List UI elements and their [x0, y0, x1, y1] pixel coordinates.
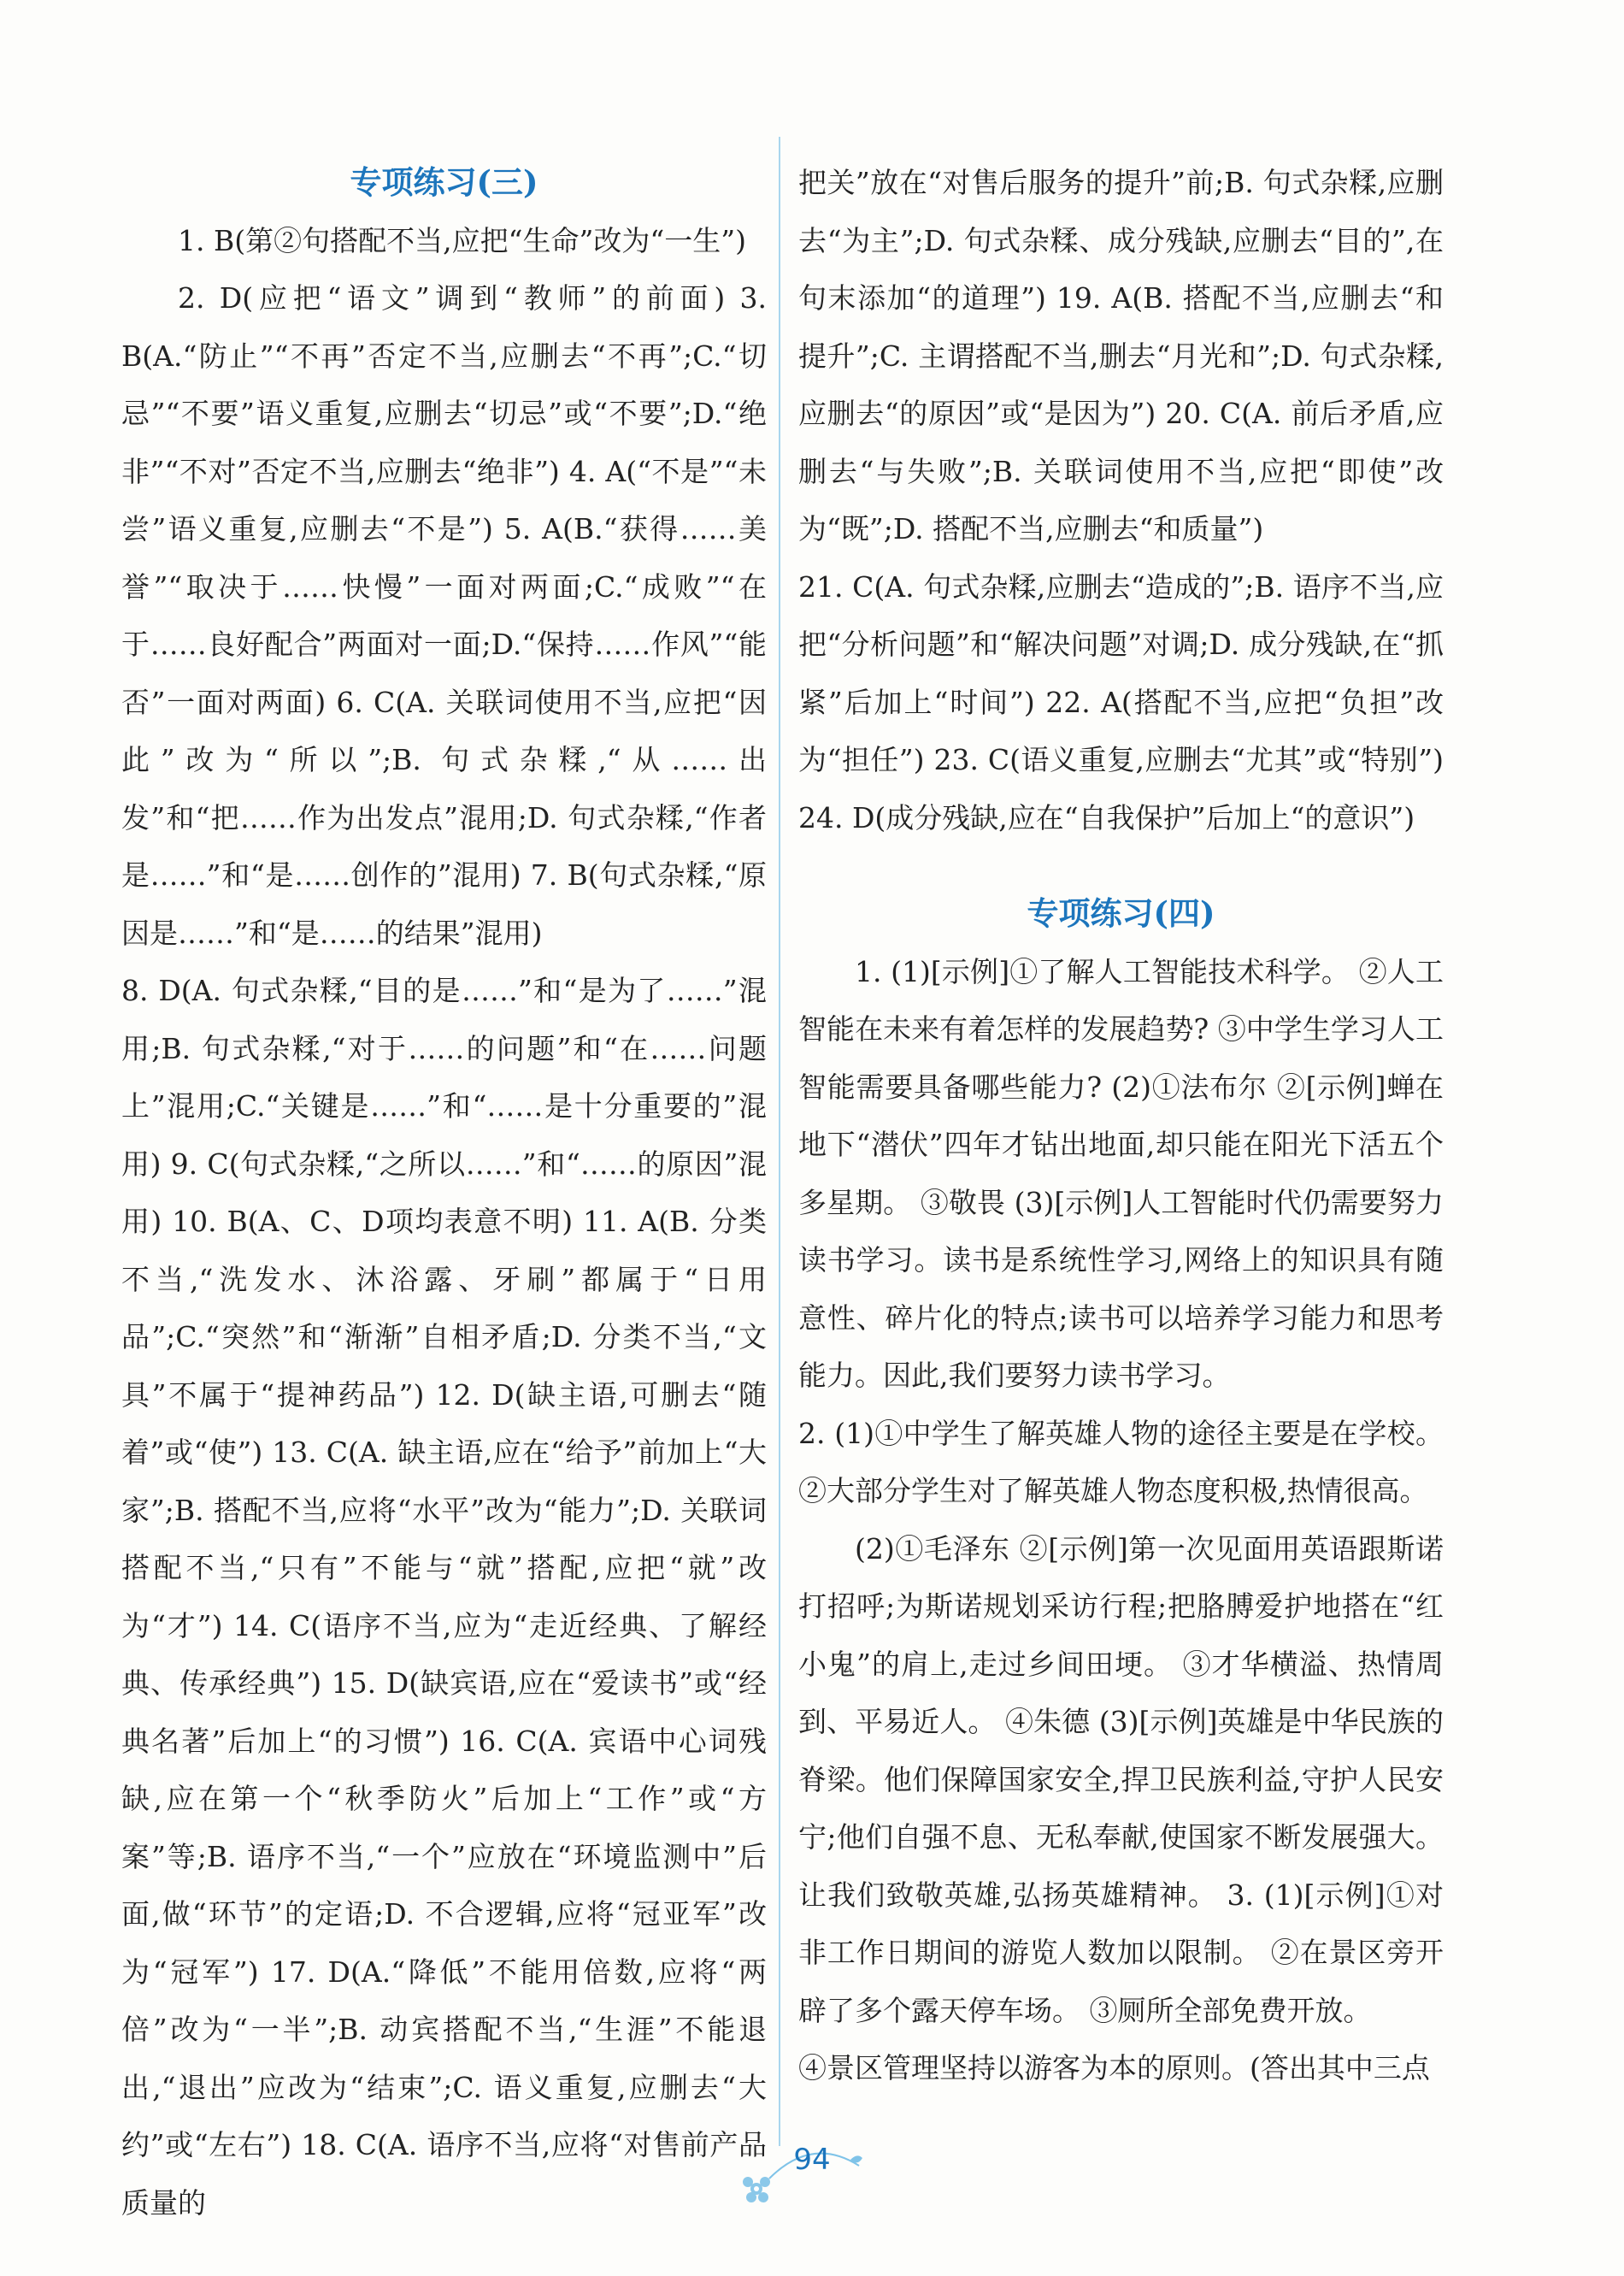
section-3-heading: 专项练习(三)	[350, 163, 538, 201]
answer-paragraph: 1. B(第②句搭配不当,应把“生命”改为“一生”)	[178, 223, 746, 257]
answer-paragraph: ④景区管理坚持以游客为本的原则。(答出其中三点	[798, 2051, 1430, 2084]
answer-paragraph: 1. (1)[示例]①了解人工智能技术科学。 ②人工智能在未来有着怎样的发展趋势? ③中学生学习人工智能需要具备哪些能力? (2)①法布尔 ②[示例]蝉在地下“潜伏”四年才钻出地面,却只能在阳光下活五个多星期。 ③敬畏 (3)[示例]人工智能时代仍需要努力读书学习。读书是系统性学习,网络上的知识具有随意性、碎片化的特点;读书可以培养学习能力和思考能力。因此,我们要努力读书学习。	[798, 954, 1444, 1392]
section-4-heading: 专项练习(四)	[1027, 894, 1215, 932]
left-column	[121, 154, 767, 2232]
answer-paragraph: 2. (1)①中学生了解英雄人物的途径主要是在学校。 ②大部分学生对了解英雄人物态度积极,热情很高。	[798, 1416, 1444, 1507]
answer-paragraph: 把关”放在“对售后服务的提升”前;B. 句式杂糅,应删去“为主”;D. 句式杂糅、成分残缺,应删去“目的”,在句末添加“的道理”) 19. A(B. 搭配不当,应删去“和提升”;C. 主谓搭配不当,删去“月光和”;D. 句式杂糅,应删去“的原因”或“是因为”) 20. C(A. 前后矛盾,应删去“与失败”;B. 关联词使用不当,应把“即使”改为“既”;D. 搭配不当,应删去“和质量”)	[798, 166, 1444, 545]
page-footer	[722, 2127, 902, 2213]
answer-paragraph: 21. C(A. 句式杂糅,应删去“造成的”;B. 语序不当,应把“分析问题”和“解决问题”对调;D. 成分残缺,在“抓紧”后加上“时间”) 22. A(搭配不当,应把“负担”改为“担任”) 23. C(语义重复,应删去“尤其”或“特别”) 24. D(成分残缺,应在“自我保护”后加上“的意识”)	[798, 569, 1445, 834]
answer-paragraph: 2. D(应把“语文”调到“教师”的前面) 3. B(A.“防止”“不再”否定不当,应删去“不再”;C.“切忌”“不要”语义重复,应删去“切忌”或“不要”;D.“绝非”“不对”否定不当,应删去“绝非”) 4. A(“不是”“未尝”语义重复,应删去“不是”) 5. A(B.“获得……美誉”“取决于……快慢”一面对两面;C.“成败”“在于……良好配合”两面对一面;D.“保持……作风”“能否”一面对两面) 6. C(A. 关联词使用不当,应把“因此”改为“所以”;B. 句式杂糅,“从……出发”和“把……作为出发点”混用;D. 句式杂糅,“作者是……”和“是……创作的”混用) 7. B(句式杂糅,“原因是……”和“是……的结果”混用)	[121, 281, 767, 950]
right-column	[798, 154, 1444, 2097]
answer-paragraph: (2)①毛泽东 ②[示例]第一次见面用英语跟斯诺打招呼;为斯诺规划采访行程;把胳膊爱护地搭在“红小鬼”的肩上,走过乡间田埂。 ③才华横溢、热情周到、平易近人。 ④朱德 (3)[示例]英雄是中华民族的脊梁。他们保障国家安全,捍卫民族利益,守护人民安宁;他们自强不息、无私奉献,使国家不断发展强大。让我们致敬英雄,弘扬英雄精神。 3. (1)[示例]①对非工作日期间的游览人数加以限制。 ②在景区旁开辟了多个露天停车场。 ③厕所全部免费开放。	[798, 1531, 1444, 2027]
column-divider	[779, 137, 780, 2146]
answer-paragraph: 8. D(A. 句式杂糅,“目的是……”和“是为了……”混用;B. 句式杂糅,“对于……的问题”和“在……问题上”混用;C.“关键是……”和“……是十分重要的”混用) 9. C(句式杂糅,“之所以……”和“……的原因”混用) 10. B(A、C、D项均表意不明) 11. A(B. 分类不当,“洗发水、沐浴露、牙刷”都属于“日用品”;C.“突然”和“渐渐”自相矛盾;D. 分类不当,“文具”不属于“提神药品”) 12. D(缺主语,可删去“随着”或“使”) 13. C(A. 缺主语,应在“给予”前加上“大家”;B. 搭配不当,应将“水平”改为“能力”;D. 关联词搭配不当,“只有”不能与“就”搭配,应把“就”改为“才”) 14. C(语序不当,应为“走近经典、了解经典、传承经典”) 15. D(缺宾语,应在“爱读书”或“经典名著”后加上“的习惯”) 16. C(A. 宾语中心词残缺,应在第一个“秋季防火”后加上“工作”或“方案”等;B. 语序不当,“一个”应放在“环境监测中”后面,做“环节”的定语;D. 不合逻辑,应将“冠亚军”改为“冠军”) 17. D(A.“降低”不能用倍数,应将“两倍”改为“一半”;B. 动宾搭配不当,“生涯”不能退出,“退出”应改为“结束”;C. 语义重复,应删去“大约”或“左右”) 18. C(A. 语序不当,应将“对售前产品质量的	[121, 974, 767, 2220]
page-number: 94	[793, 2143, 831, 2177]
